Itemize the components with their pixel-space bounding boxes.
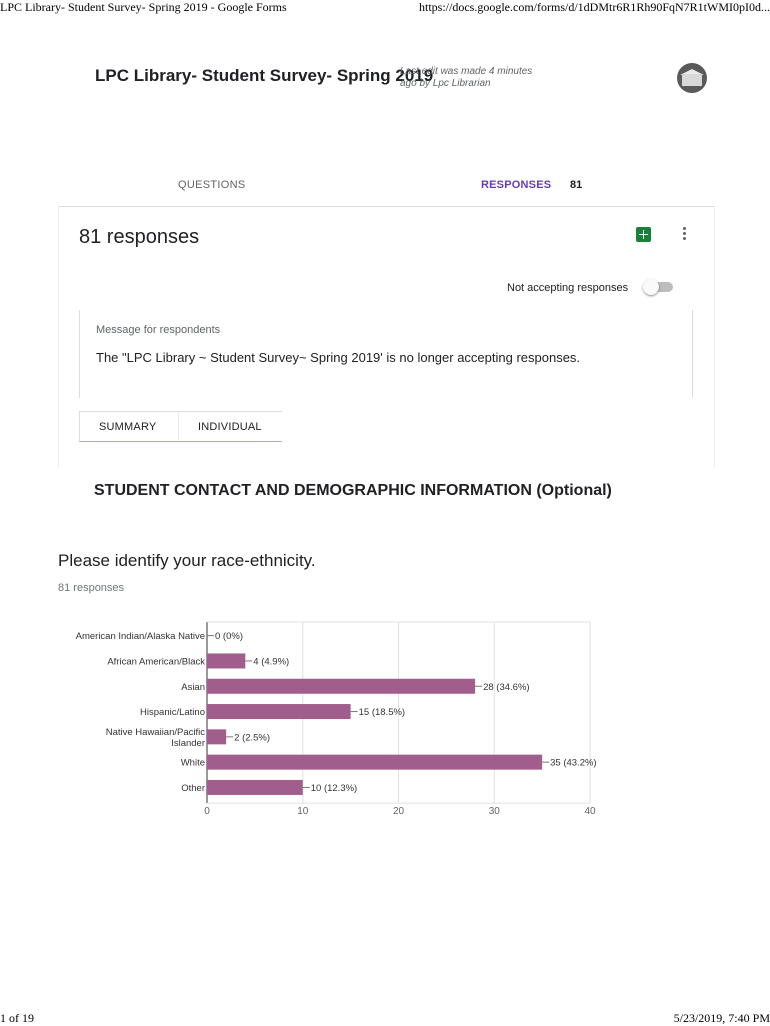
view-tabs-divider — [178, 412, 179, 440]
form-title: LPC Library- Student Survey- Spring 2019 — [95, 66, 434, 85]
accepting-responses-label: Not accepting responses — [507, 282, 629, 294]
more-vert-icon[interactable] — [681, 227, 687, 243]
sheets-icon[interactable] — [636, 227, 651, 242]
category-label: American Indian/Alaska Native — [75, 631, 205, 643]
bar — [207, 780, 303, 795]
data-label: 15 (18.5%) — [358, 707, 406, 719]
responses-count-title: 81 responses — [79, 226, 200, 248]
data-label: 0 (0%) — [215, 631, 243, 643]
section-title: STUDENT CONTACT AND DEMOGRAPHIC INFORMATION (Optional) — [94, 482, 612, 499]
x-tick-label: 20 — [392, 806, 405, 818]
data-label: 2 (2.5%) — [234, 732, 271, 744]
data-label: 10 (12.3%) — [310, 782, 358, 794]
category-label: Native Hawaiian/Pacific — [105, 726, 205, 738]
category-label: African American/Black — [107, 656, 205, 668]
tab-summary[interactable]: SUMMARY — [99, 421, 157, 433]
responses-count-badge: 81 — [570, 179, 583, 191]
data-label: 4 (4.9%) — [253, 656, 290, 668]
x-tick-label: 10 — [297, 806, 309, 818]
x-tick-label: 30 — [488, 806, 500, 818]
category-label: Asian — [181, 681, 205, 693]
tab-individual[interactable]: INDIVIDUAL — [198, 421, 262, 433]
print-header-url: https://docs.google.com/forms/d/1dDMtr6R1Rh90FqN7R1tWMI0pI0d... — [419, 0, 770, 14]
tab-questions[interactable]: QUESTIONS — [178, 179, 246, 191]
bar — [207, 653, 245, 668]
bar — [207, 704, 351, 719]
bar — [207, 755, 542, 770]
category-label: Other — [181, 782, 205, 794]
bar — [207, 729, 226, 744]
bar — [207, 679, 475, 694]
question-responses-count: 81 responses — [58, 582, 125, 594]
x-tick-label: 0 — [204, 806, 210, 818]
accepting-responses-toggle[interactable] — [643, 279, 675, 295]
respondent-message-text[interactable]: The "LPC Library ~ Student Survey~ Spring 2019' is no longer accepting responses. — [96, 350, 581, 365]
last-edit-status[interactable]: Last edit was made 4 minutes ago by Lpc Librarian — [400, 66, 533, 89]
print-footer-page: 1 of 19 — [0, 1011, 34, 1025]
category-label: Hispanic/Latino — [140, 707, 205, 719]
tab-responses[interactable]: RESPONSES — [481, 179, 552, 191]
x-tick-label: 40 — [584, 806, 596, 818]
race-ethnicity-bar-chart — [0, 600, 770, 830]
data-label: 35 (43.2%) — [550, 757, 597, 769]
respondent-message-label: Message for respondents — [96, 324, 221, 336]
category-label: Islander — [171, 737, 205, 749]
print-header-title: LPC Library- Student Survey- Spring 2019 - Google Forms — [0, 0, 287, 14]
print-footer-date: 5/23/2019, 7:40 PM — [673, 1011, 770, 1025]
avatar-icon[interactable] — [677, 63, 707, 93]
data-label: 28 (34.6%) — [483, 681, 530, 693]
category-label: White — [180, 757, 205, 769]
question-title: Please identify your race-ethnicity. — [58, 551, 316, 570]
